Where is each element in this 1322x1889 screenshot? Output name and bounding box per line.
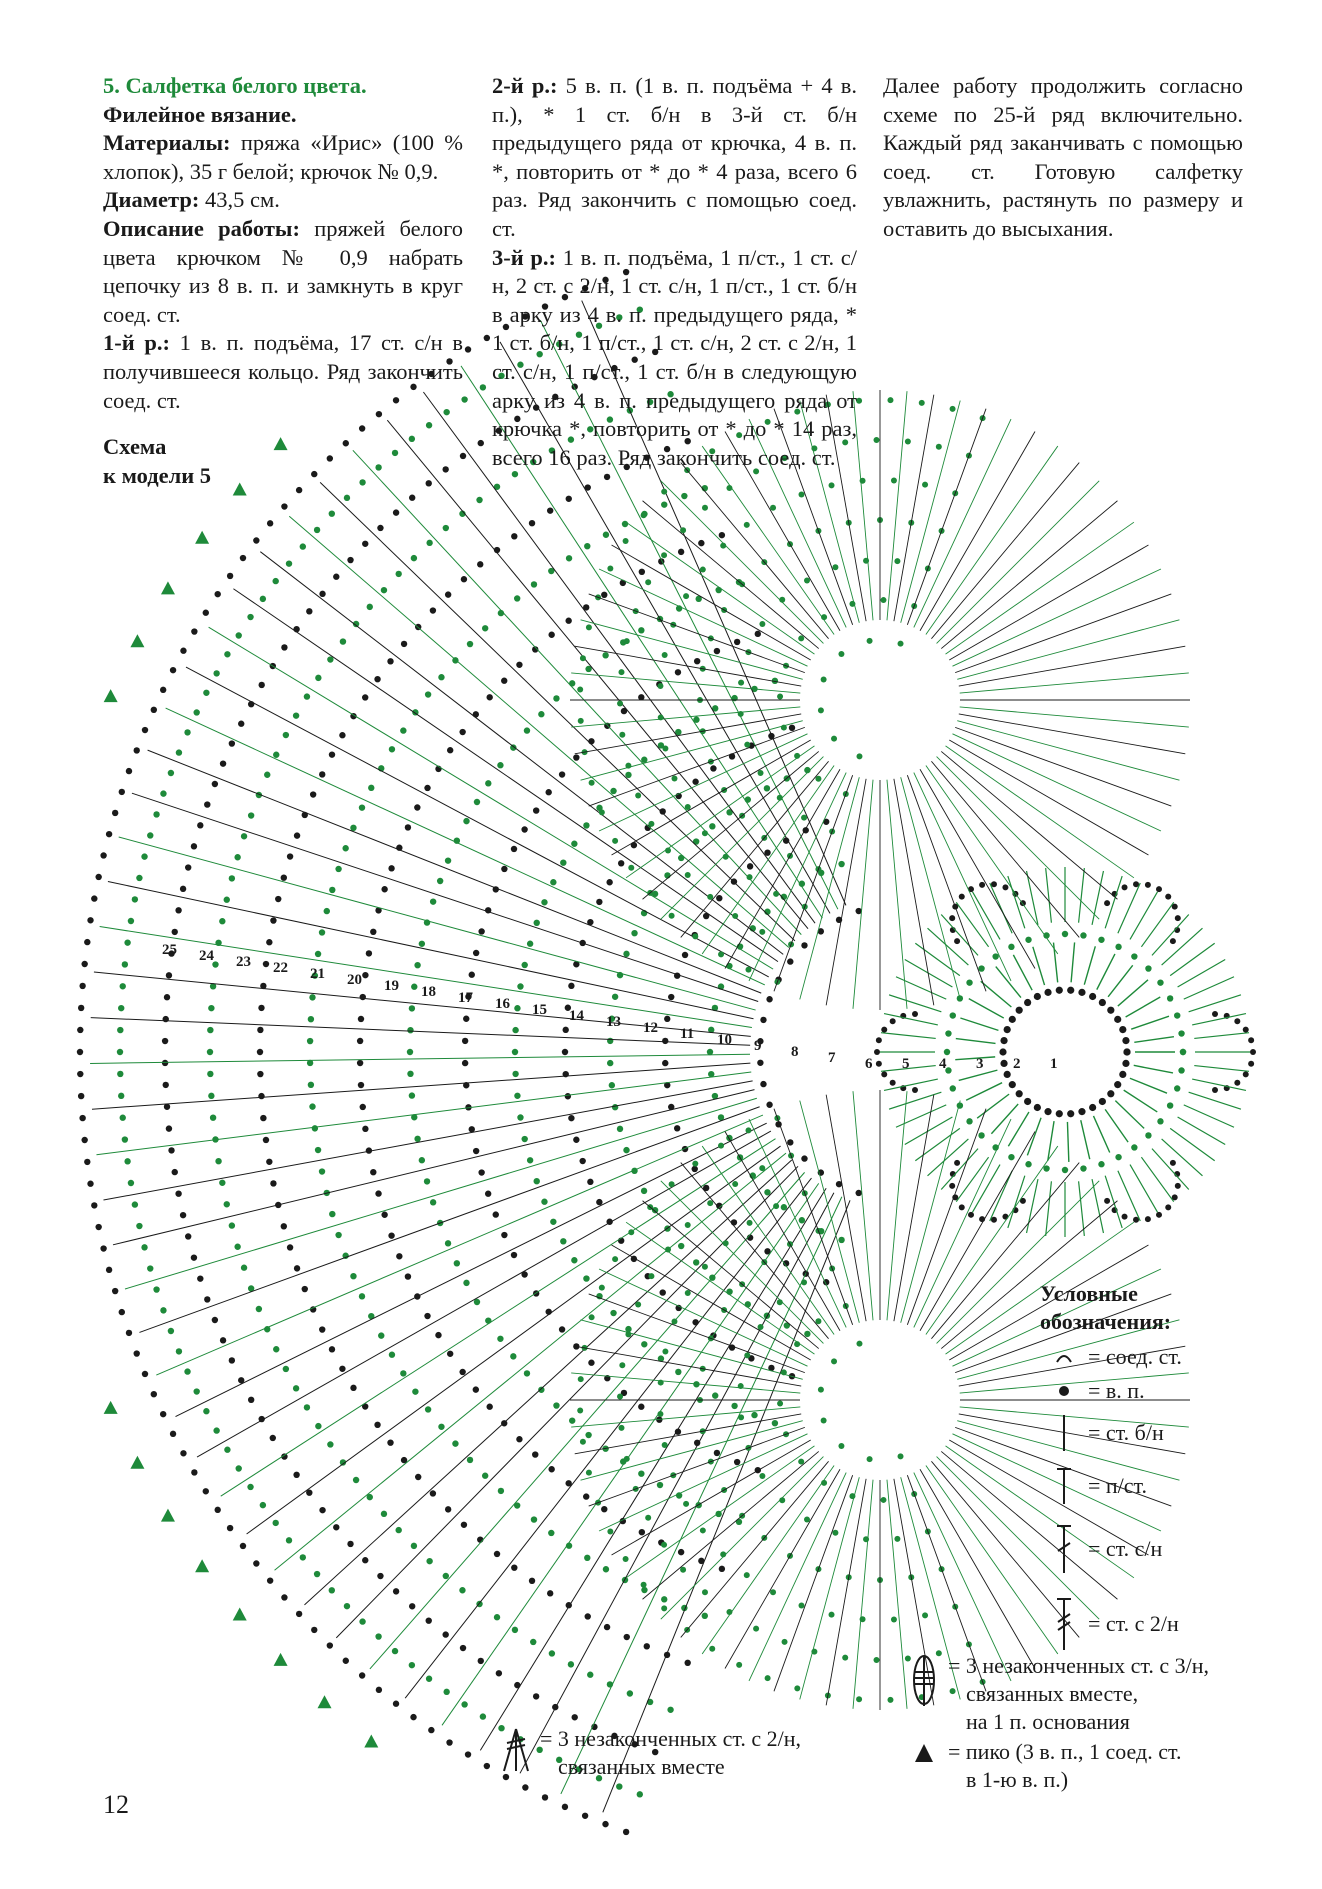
row2-instructions: 2-й р.: 5 в. п. (1 в. п. подъёма + 4 в. п.), * 1 ст. б/н в 3-й ст. б/н предыдущего ряда от крючка, 4 в. п. *, повторить от * до * 4 раза, всего 6 раз. Ряд закончить с помощью соед. ст.: [492, 73, 857, 241]
row-number-label: 24: [199, 948, 214, 964]
row-number-label: 4: [939, 1056, 947, 1072]
row-number-label: 15: [532, 1002, 547, 1018]
row3-instructions: 3-й р.: 1 в. п. подъёма, 1 п/ст., 1 ст. с/н, 2 ст. с 2/н, 1 ст. с/н, 1 п/ст., 1 ст. б/н в арку из 4 в. п. предыдущего ряда, * 1 ст. б/н, 1 п/ст., 1 ст. с/н, 2 ст. с 2/н, 1 ст. с/н, 1 п/ст., 1 ст. б/н в следующую арку из 4 в. п. предыдущего ряда от крючка *, повторить от * до * 14 раз, всего 16 раз. Ряд закончить соед. ст.: [492, 244, 857, 470]
legend-item-cluster2: = 3 незаконченных ст. с 2/н, связанных вместе: [492, 1725, 801, 1781]
article-title: 5. Салфетка белого цвета.: [103, 73, 367, 98]
row-number-label: 22: [273, 960, 288, 976]
single-crochet-icon: [1040, 1413, 1088, 1453]
row-number-label: 2: [1013, 1056, 1021, 1072]
slip-stitch-icon: [1040, 1350, 1088, 1364]
cluster2-icon: [492, 1727, 540, 1773]
row-number-label: 17: [458, 990, 473, 1006]
diameter: Диаметр: 43,5 см.: [103, 187, 280, 213]
legend-item-slip-stitch: = соед. ст.: [1040, 1340, 1200, 1374]
row-number-label: 21: [310, 966, 325, 982]
text-column-3: [883, 72, 1243, 244]
row-number-label: 14: [569, 1008, 584, 1024]
row-number-label: 10: [717, 1032, 732, 1048]
legend-extra: [900, 1652, 1209, 1794]
row-number-label: 1: [1050, 1056, 1058, 1072]
treble-crochet-icon: [1040, 1596, 1088, 1652]
legend: [1040, 1280, 1200, 1664]
legend-cluster2: [492, 1725, 801, 1781]
row-number-label: 25: [162, 942, 177, 958]
continue-instructions: Далее работу продолжить согласно схеме по 25-й ряд включительно. Каждый ряд заканчивать с помощью соед. ст. Готовую салфетку увлажнить, растянуть по размеру и оставить до высыхания.: [883, 73, 1243, 241]
double-crochet-icon: [1040, 1523, 1088, 1575]
legend-title: Условные обозначения:: [1040, 1281, 1172, 1334]
page-number: 12: [103, 1790, 129, 1819]
row-number-label: 18: [421, 984, 436, 1000]
half-double-icon: [1040, 1466, 1088, 1506]
chain-dot-icon: [1040, 1384, 1088, 1398]
legend-item-treble-crochet: = ст. с 2/н: [1040, 1584, 1200, 1664]
picot-triangle-icon: [900, 1742, 948, 1764]
row-number-label: 16: [495, 996, 510, 1012]
legend-item-double-crochet: = ст. с/н: [1040, 1514, 1200, 1584]
row-number-label: 7: [828, 1050, 836, 1066]
legend-item-chain: = в. п.: [1040, 1374, 1200, 1408]
legend-item-picot: = пико (3 в. п., 1 соед. ст. в 1-ю в. п.): [900, 1738, 1209, 1794]
row-number-label: 6: [865, 1056, 873, 1072]
scheme-label: Схема к модели 5: [103, 434, 212, 488]
legend-item-cluster3: = 3 незаконченных ст. с 3/н, связанных вместе, на 1 п. основания: [900, 1652, 1209, 1736]
text-column-1: [103, 72, 463, 415]
row-number-label: 13: [606, 1014, 621, 1030]
legend-item-single-crochet: = ст. б/н: [1040, 1408, 1200, 1458]
row-number-label: 5: [902, 1056, 910, 1072]
row-number-label: 8: [791, 1044, 799, 1060]
article-subtitle: Филейное вязание.: [103, 101, 297, 127]
row1-instructions: 1-й р.: 1 в. п. подъёма, 17 ст. с/н в получившееся кольцо. Ряд закончить соед. ст.: [103, 330, 463, 413]
row-number-label: 19: [384, 978, 399, 994]
materials: Материалы: пряжа «Ирис» (100 % хлопок), 35 г белой; крючок № 0,9.: [103, 130, 463, 184]
description: Описание работы: пряжей белого цвета крючком № 0,9 набрать цепочку из 8 в. п. и замкнуть в круг соед. ст.: [103, 215, 464, 327]
row-number-label: 12: [643, 1020, 658, 1036]
row-number-label: 23: [236, 954, 251, 970]
legend-item-half-double: = п/ст.: [1040, 1458, 1200, 1514]
row-number-label: 9: [754, 1038, 762, 1054]
row-number-label: 20: [347, 972, 362, 988]
row-number-label: 3: [976, 1056, 984, 1072]
text-column-2: [492, 72, 857, 472]
cluster3-icon: [900, 1654, 948, 1708]
row-number-label: 11: [680, 1026, 695, 1042]
